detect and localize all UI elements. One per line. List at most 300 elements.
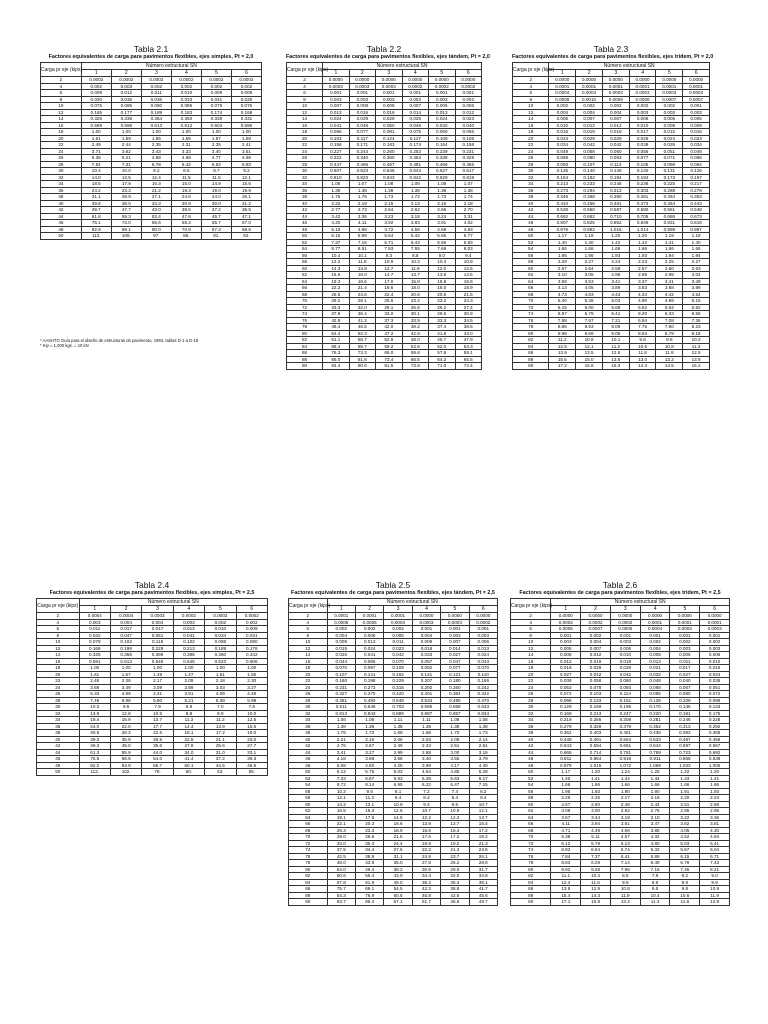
load-cell: 20 — [37, 671, 80, 678]
factor-cell: 0.042 — [610, 671, 640, 678]
factor-cell: 0.811 — [551, 756, 581, 763]
factor-cell: 21.5 — [455, 291, 481, 298]
load-cell: 24 — [287, 148, 323, 155]
factor-cell: 0.342 — [469, 691, 497, 698]
load-cell: 36 — [41, 187, 82, 194]
factor-cell: 14.2 — [327, 801, 355, 808]
sn-col-5: 5 — [656, 70, 683, 77]
factor-cell: 0.085 — [171, 103, 201, 110]
load-cell: 80 — [289, 866, 328, 873]
factor-cell: 0.364 — [656, 194, 683, 201]
factor-cell: 0.829 — [429, 174, 455, 181]
factor-cell: 8.9 — [205, 710, 236, 717]
factor-cell: 0.036 — [700, 678, 730, 685]
factor-cell: 1.41 — [581, 775, 611, 782]
factor-cell: 0.109 — [670, 697, 700, 704]
factor-cell: 0.454 — [656, 200, 683, 207]
factor-cell: 43.0 — [141, 207, 171, 214]
factor-cell: 0.048 — [683, 148, 710, 155]
factor-cell: 4.25 — [384, 762, 412, 769]
load-cell: 22 — [41, 142, 82, 149]
factor-cell: 0.228 — [700, 717, 730, 724]
factor-cell: 97. — [141, 233, 171, 240]
factor-cell: 41.7 — [469, 886, 497, 893]
factor-cell: 15.0 — [171, 181, 201, 188]
factor-cell: 1.00 — [79, 665, 110, 672]
factor-cell: 1.59 — [111, 135, 141, 142]
factor-cell: 5.36 — [81, 155, 111, 162]
factor-cell: 54.0 — [327, 866, 355, 873]
factor-cell: 54.4 — [323, 330, 349, 337]
factor-cell: 0.548 — [384, 697, 412, 704]
factor-cell: 0.004 — [581, 639, 611, 646]
factor-cell: 31.0 — [205, 749, 236, 756]
factor-cell: 4.72 — [376, 226, 402, 233]
factor-cell: 0.183 — [376, 142, 402, 149]
factor-cell: 0.338 — [111, 116, 141, 123]
factor-cell: 34.0 — [173, 749, 204, 756]
factor-cell: 8.51 — [349, 246, 375, 253]
factor-cell: 0.002 — [81, 83, 111, 90]
factor-cell: 12.5 — [236, 717, 267, 724]
load-cell: 20 — [511, 671, 551, 678]
load-cell: 66 — [513, 285, 549, 292]
factor-cell: 32.0 — [441, 873, 469, 880]
factor-cell: 0.001 — [683, 103, 710, 110]
factor-cell: 0.455 — [455, 161, 481, 168]
factor-cell: 35.6 — [142, 743, 173, 750]
factor-cell: 5.38 — [412, 775, 440, 782]
factor-cell: 4.48 — [236, 691, 267, 698]
load-header: Carga pr eje (kips) — [511, 599, 551, 613]
factor-cell: 1.40 — [683, 239, 710, 246]
factor-cell: 15.5 — [549, 356, 576, 363]
factor-cell: 0.011 — [670, 658, 700, 665]
load-cell: 42 — [289, 743, 328, 750]
factor-cell: 0.0001 — [384, 613, 412, 620]
factor-cell: 0.162 — [384, 671, 412, 678]
load-cell: 26 — [37, 691, 80, 698]
factor-cell: 3.24 — [429, 213, 455, 220]
factor-cell: 11.3 — [356, 795, 384, 802]
factor-cell: 3.23 — [376, 213, 402, 220]
factor-cell: 1.09 — [441, 717, 469, 724]
load-cell: 46 — [41, 220, 82, 227]
factor-cell: 0.979 — [551, 762, 581, 769]
load-cell: 86 — [289, 886, 328, 893]
factor-cell: 0.353 — [683, 194, 710, 201]
factor-cell: 0.252 — [402, 148, 428, 155]
factor-cell: 46.5 — [349, 324, 375, 331]
factor-cell: 1.93 — [629, 252, 656, 259]
factor-cell: 12.1 — [231, 174, 261, 181]
factor-cell: 46.8 — [412, 892, 440, 899]
load-cell: 78 — [289, 860, 328, 867]
factor-cell: 2.63 — [683, 265, 710, 272]
factor-cell: 1.49 — [142, 671, 173, 678]
factor-cell: 0.248 — [602, 181, 629, 188]
factor-cell: 44.0 — [142, 749, 173, 756]
factor-cell: 16.6 — [384, 821, 412, 828]
load-cell: 2 — [287, 77, 323, 84]
factor-cell: 0.058 — [576, 148, 603, 155]
factor-cell: 6.8 — [173, 704, 204, 711]
factor-cell: 3.98 — [412, 762, 440, 769]
factor-cell: 7.43 — [700, 860, 730, 867]
load-cell: 56 — [513, 252, 549, 259]
factor-cell: 1.069 — [640, 762, 670, 769]
factor-cell: 33.1 — [236, 749, 267, 756]
factor-cell: 2.25 — [656, 259, 683, 266]
factor-cell: 2.67 — [356, 743, 384, 750]
factor-cell: 6.15 — [323, 233, 349, 240]
load-cell: 32 — [513, 174, 549, 181]
factor-cell: 10.7 — [469, 801, 497, 808]
load-cell: 34 — [287, 181, 323, 188]
factor-cell: 1.75 — [327, 730, 355, 737]
factor-cell: 27.4 — [455, 304, 481, 311]
factor-cell: 3.33 — [171, 148, 201, 155]
factor-cell: 108. — [111, 233, 141, 240]
factor-cell: 8.21 — [700, 866, 730, 873]
factor-cell: 0.0003 — [412, 619, 440, 626]
factor-cell: 31.7 — [469, 866, 497, 873]
load-cell: 72 — [511, 840, 551, 847]
factor-cell: 0.156 — [323, 142, 349, 149]
factor-cell: 0.001 — [402, 90, 428, 97]
factor-cell: 84.3 — [327, 892, 355, 899]
factor-cell: 0.029 — [576, 135, 603, 142]
load-cell: 32 — [287, 174, 323, 181]
factor-cell: 2.49 — [384, 743, 412, 750]
factor-cell: 42.6 — [441, 892, 469, 899]
load-cell: 78 — [513, 324, 549, 331]
factor-cell: 2.14 — [469, 736, 497, 743]
factor-cell: 0.481 — [602, 200, 629, 207]
load-cell: 30 — [41, 168, 82, 175]
factor-cell: 0.002 — [629, 103, 656, 110]
factor-cell: 1.18 — [683, 233, 710, 240]
factor-cell: 3.91 — [429, 220, 455, 227]
factor-cell: 0.033 — [412, 652, 440, 659]
factor-cell: 0.288 — [656, 187, 683, 194]
factor-cell: 3.09 — [142, 684, 173, 691]
factor-cell: 15.8 — [402, 278, 428, 285]
factor-cell: 24.8 — [412, 853, 440, 860]
factor-cell: 9.4 — [412, 801, 440, 808]
factor-cell: 59.2 — [376, 343, 402, 350]
factor-cell: 0.013 — [356, 639, 384, 646]
factor-cell: 79. — [142, 769, 173, 776]
load-cell: 64 — [511, 814, 551, 821]
factor-cell: 5.44 — [402, 233, 428, 240]
factor-cell: 0.006 — [610, 645, 640, 652]
factor-cell: 28.8 — [469, 860, 497, 867]
factor-cell: 4.06 — [610, 827, 640, 834]
factor-cell: 0.174 — [201, 109, 231, 116]
factor-cell: 0.390 — [602, 194, 629, 201]
factor-cell: 0.083 — [602, 155, 629, 162]
factor-cell: 0.328 — [79, 652, 110, 659]
factor-cell: 0.613 — [141, 122, 171, 129]
factor-cell: 12.0 — [429, 265, 455, 272]
load-cell: 36 — [37, 723, 80, 730]
sn-col-6: 6 — [236, 606, 267, 613]
load-cell: 50 — [41, 233, 82, 240]
load-cell: 88 — [513, 356, 549, 363]
factor-cell: 9.4 — [455, 252, 481, 259]
factor-cell: 8.83 — [551, 860, 581, 867]
factor-cell: 0.008 — [349, 103, 375, 110]
factor-cell: 0.195 — [610, 704, 640, 711]
factor-cell: 4.98 — [349, 226, 375, 233]
factor-cell: 0.233 — [576, 181, 603, 188]
factor-cell: 2.67 — [549, 265, 576, 272]
factor-cell: 12.5 — [683, 350, 710, 357]
factor-cell: 0.294 — [576, 187, 603, 194]
factor-cell: 61.3 — [79, 749, 110, 756]
factor-cell: 2.59 — [602, 265, 629, 272]
load-cell: 68 — [287, 291, 323, 298]
factor-cell: 0.242 — [469, 684, 497, 691]
factor-cell: 13.2 — [610, 899, 640, 906]
factor-cell: 0.818 — [683, 220, 710, 227]
factor-cell: 4.18 — [327, 756, 355, 763]
table-2-1 — [40, 44, 262, 240]
factor-cell: 0.002 — [549, 103, 576, 110]
factor-cell: 0.189 — [205, 645, 236, 652]
sn-col-5: 5 — [205, 606, 236, 613]
load-cell: 46 — [289, 756, 328, 763]
factor-cell: 0.003 — [111, 83, 141, 90]
factor-cell: 0.005 — [551, 645, 581, 652]
factor-cell: 9.28 — [581, 866, 611, 873]
factor-cell: 13.9 — [79, 710, 110, 717]
factor-cell: 17.2 — [205, 730, 236, 737]
factor-cell: 0.126 — [683, 168, 710, 175]
factor-cell: 2.30 — [236, 678, 267, 685]
factor-cell: 12.5 — [602, 350, 629, 357]
load-cell: 12 — [513, 109, 549, 116]
factor-cell: 0.842 — [402, 174, 428, 181]
load-cell: 32 — [511, 710, 551, 717]
factor-cell: 1.06 — [327, 717, 355, 724]
factor-cell: 37.4 — [429, 324, 455, 331]
factor-cell: 1.73 — [469, 730, 497, 737]
factor-cell: 53. — [205, 769, 236, 776]
factor-cell: 0.001 — [469, 626, 497, 633]
factor-cell: 3.41 — [656, 278, 683, 285]
load-cell: 70 — [511, 834, 551, 841]
factor-cell: 0.0003 — [323, 83, 349, 90]
factor-cell: 22.2 — [323, 285, 349, 292]
factor-cell: 1.90 — [610, 788, 640, 795]
factor-cell: 2.25 — [581, 795, 611, 802]
factor-cell: 0.0000 — [376, 77, 402, 84]
factor-cell: 0.705 — [629, 213, 656, 220]
factor-cell: 0.010 — [629, 122, 656, 129]
factor-cell: 5.41 — [700, 840, 730, 847]
factor-cell: 5.11 — [581, 834, 611, 841]
load-cell: 64 — [513, 278, 549, 285]
factor-cell: 4.80 — [356, 762, 384, 769]
factor-cell: 2.64 — [576, 265, 603, 272]
factor-cell: 0.044 — [327, 658, 355, 665]
factor-cell: 1.41 — [656, 239, 683, 246]
load-cell: 90 — [513, 363, 549, 370]
factor-cell: 0.047 — [110, 632, 141, 639]
factor-cell: 5.13 — [610, 840, 640, 847]
factor-cell: 2.85 — [670, 808, 700, 815]
factor-cell: 7.69 — [429, 246, 455, 253]
factor-cell: 0.003 — [79, 619, 110, 626]
factor-cell: 1.90 — [640, 788, 670, 795]
load-cell: 4 — [511, 619, 551, 626]
factor-cell: 0.352 — [551, 730, 581, 737]
factor-cell: 1.005 — [700, 762, 730, 769]
factor-cell: 0.041 — [173, 632, 204, 639]
factor-cell: 6.97 — [549, 311, 576, 318]
factor-cell: 1.11 — [384, 717, 412, 724]
factor-cell: 0.124 — [376, 135, 402, 142]
sn-col-6: 6 — [455, 70, 481, 77]
load-cell: 18 — [41, 129, 82, 136]
factor-cell: 10.9 — [455, 259, 481, 266]
factor-cell: 0.470 — [469, 697, 497, 704]
factor-cell: 23.4 — [402, 298, 428, 305]
factor-cell: 2.41 — [231, 142, 261, 149]
factor-cell: 5.03 — [384, 769, 412, 776]
factor-cell: 15.5 — [236, 723, 267, 730]
factor-cell: 0.051 — [142, 632, 173, 639]
factor-cell: 45.0 — [110, 743, 141, 750]
factor-cell: 9.6 — [356, 788, 384, 795]
factor-cell: 1.57 — [201, 135, 231, 142]
factor-cell: 0.002 — [384, 626, 412, 633]
factor-cell: 3.36 — [700, 814, 730, 821]
load-cell: 84 — [513, 343, 549, 350]
footnotes — [40, 338, 260, 348]
factor-cell: 0.0002 — [455, 83, 481, 90]
load-cell: 74 — [513, 311, 549, 318]
factor-cell: 34.4 — [356, 847, 384, 854]
factor-cell: 0.015 — [656, 129, 683, 136]
factor-cell: 30.0 — [201, 200, 231, 207]
factor-cell: 5.99 — [349, 233, 375, 240]
factor-cell: 3.09 — [551, 808, 581, 815]
load-cell: 34 — [511, 717, 551, 724]
factor-cell: 1.08 — [376, 181, 402, 188]
load-header: Carga pr eje (kips) — [289, 599, 328, 613]
factor-cell: 2.24 — [700, 795, 730, 802]
factor-cell: 7.15 — [640, 866, 670, 873]
factor-cell: 1.17 — [551, 769, 581, 776]
factor-cell: 5.33 — [79, 691, 110, 698]
factor-cell: 0.358 — [110, 652, 141, 659]
factor-cell: 0.008 — [640, 652, 670, 659]
factor-cell: 0.140 — [576, 168, 603, 175]
factor-cell: 0.012 — [581, 652, 611, 659]
table-title: Tabla 2.4 — [134, 580, 170, 590]
load-cell: 10 — [513, 103, 549, 110]
load-cell: 12 — [287, 109, 323, 116]
load-cell: 36 — [289, 723, 328, 730]
factor-cell: 1.00 — [231, 129, 261, 136]
load-cell: 36 — [287, 187, 323, 194]
factor-cell: 4.68 — [171, 155, 201, 162]
load-cell: 22 — [511, 678, 551, 685]
factor-cell: 5.10 — [323, 226, 349, 233]
factor-cell: 0.0002 — [610, 619, 640, 626]
load-cell: 48 — [511, 762, 551, 769]
factor-cell: 0.999 — [656, 226, 683, 233]
factor-cell: 0.368 — [700, 730, 730, 737]
factor-cell: 31.2 — [231, 200, 261, 207]
factor-cell: 1.73 — [356, 730, 384, 737]
load-cell: 78 — [287, 324, 323, 331]
factor-cell: 5.21 — [173, 697, 204, 704]
factor-cell: 49.0 — [384, 879, 412, 886]
factor-cell: 1.00 — [111, 129, 141, 136]
factor-cell: 0.026 — [327, 652, 355, 659]
factor-cell: 6.47 — [441, 782, 469, 789]
load-cell: 82 — [511, 873, 551, 880]
factor-cell: 7.95 — [610, 866, 640, 873]
factor-cell: 0.889 — [384, 710, 412, 717]
load-cell: 20 — [289, 671, 328, 678]
factor-cell: 18.5 — [81, 181, 111, 188]
sn-col-3: 3 — [142, 606, 173, 613]
factor-cell: 0.003 — [429, 96, 455, 103]
load-cell: 24 — [289, 684, 328, 691]
factor-cell: 0.364 — [441, 691, 469, 698]
sn-col-2: 2 — [581, 606, 611, 613]
factor-cell: 0.313 — [670, 723, 700, 730]
factor-cell: 0.825 — [576, 220, 603, 227]
load-cell: 42 — [37, 743, 80, 750]
factor-cell: 0.070 — [469, 665, 497, 672]
factor-cell: 9.3 — [376, 252, 402, 259]
factor-cell: 2.57 — [629, 265, 656, 272]
factor-cell: 1.08 — [429, 181, 455, 188]
factor-cell: 0.078 — [581, 684, 611, 691]
factor-cell: 2.44 — [640, 801, 670, 808]
load-cell: 26 — [289, 691, 328, 698]
factor-cell: 0.580 — [629, 207, 656, 214]
factor-cell: 1.38 — [384, 723, 412, 730]
factor-cell: 6.12 — [327, 769, 355, 776]
sn-col-3: 3 — [141, 70, 171, 77]
factor-cell: 0.461 — [610, 730, 640, 737]
load-cell: 4 — [41, 83, 82, 90]
factor-cell: 3.49 — [110, 684, 141, 691]
factor-cell: 6.71 — [700, 853, 730, 860]
factor-cell: 8.2 — [670, 873, 700, 880]
factor-cell: 15.6 — [231, 181, 261, 188]
factor-cell: 5.62 — [656, 304, 683, 311]
factor-cell: 4.58 — [402, 226, 428, 233]
factor-cell: 1.11 — [412, 717, 440, 724]
factor-cell: 0.0007 — [683, 96, 710, 103]
factor-cell: 2.27 — [576, 259, 603, 266]
factor-cell: 8.14 — [356, 782, 384, 789]
factor-cell: 10.3 — [402, 259, 428, 266]
factor-cell: 0.315 — [384, 684, 412, 691]
factor-cell: 0.239 — [429, 148, 455, 155]
factor-cell: 57.0 — [231, 220, 261, 227]
factor-cell: 0.027 — [551, 671, 581, 678]
factor-cell: 35.3 — [441, 879, 469, 886]
